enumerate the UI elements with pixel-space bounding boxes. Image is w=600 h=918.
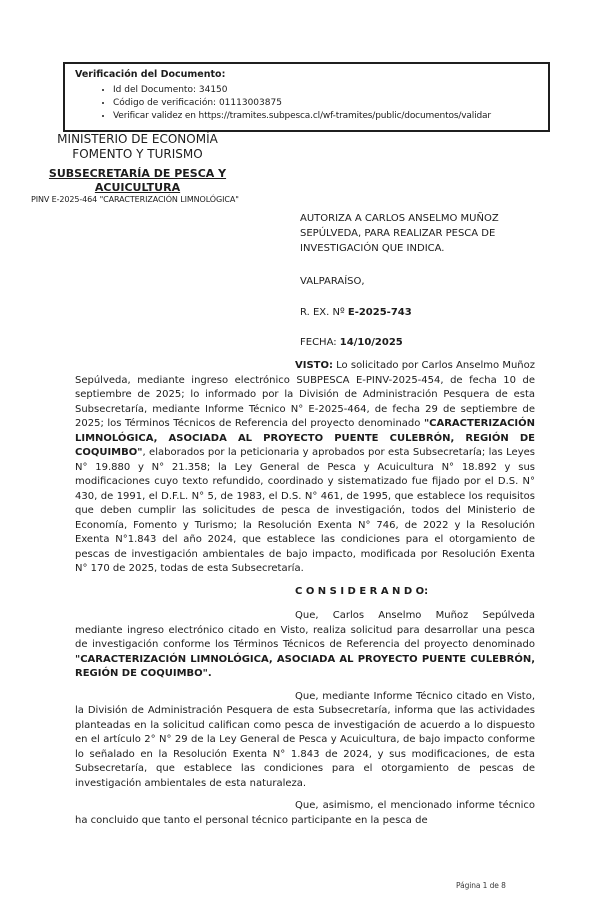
resolution-date-value: 14/10/2025 (339, 337, 403, 348)
resolution-date-label: FECHA: (300, 337, 340, 348)
ministry-line-2: FOMENTO Y TURISMO (72, 147, 203, 161)
verification-list (75, 84, 542, 123)
resolution-date (300, 337, 403, 348)
verification-title: Verificación del Documento: (75, 69, 226, 80)
subsecretaria-title: SUBSECRETARÍA DE PESCA Y ACUICULTURA (48, 167, 227, 194)
verification-item-url: • Verificar validez en https://tramites.subpesca.cl/wf-tramites/public/documentos/validar (113, 110, 542, 123)
considerando-heading: C O N S I D E R A N D O: (295, 585, 429, 597)
resolution-number-label: R. EX. Nº (300, 307, 348, 318)
document-body (75, 359, 535, 836)
resolution-number-value: E-2025-743 (347, 307, 412, 318)
ministry-line-1: MINISTERIO DE ECONOMÍA (57, 132, 218, 146)
ministry-header (30, 132, 245, 162)
city-line: VALPARAÍSO, (300, 276, 365, 287)
considerando-paragraph-3: Que, asimismo, el mencionado informe técnico ha concluido que tanto el personal técnico participante en la pesca de (75, 800, 535, 826)
considerando-paragraph-2: Que, mediante Informe Técnico citado en Visto, la División de Administración Pesquera de esta Subsecretaría, informa que las actividades planteadas en la solicitud califican como pesca de investigación de acuerdo a lo dispuesto en el artículo 2° N° 29 de la Ley General de Pesca y Acuicultura, de bajo impacto conforme lo señalado en la Resolución Exenta N° 1.843 de 2024, y sus modificaciones, de esta Subsecretaría, que establece las condiciones para el otorgamiento de pescas de investigación ambientales de esta naturaleza. (75, 690, 535, 789)
verification-item-document-id: • Id del Documento: 34150 (113, 84, 542, 97)
verification-item-code: • Código de verificación: 01113003875 (113, 97, 542, 110)
verification-box (63, 62, 550, 132)
resolution-number (300, 307, 412, 318)
resolution-subject: AUTORIZA A CARLOS ANSELMO MUÑOZ SEPÚLVEDA, PARA REALIZAR PESCA DE INVESTIGACIÓN QUE INDICA. (300, 213, 499, 254)
page-number: Página 1 de 8 (456, 881, 506, 890)
considerando-paragraph-1: Que, Carlos Anselmo Muñoz Sepúlveda mediante ingreso electrónico citado en Visto, realiza solicitud para desarrollar una pesca de investigación conforme los Términos Técnicos de Referencia del proyecto denominado "CARACTERIZACIÓN LIMNOLÓGICA, ASOCIADA AL PROYECTO PUENTE CULEBRÓN, REGIÓN DE COQUIMBO". (75, 610, 535, 679)
visto-paragraph: VISTO: Lo solicitado por Carlos Anselmo Muñoz Sepúlveda, mediante ingreso electrónico SUBPESCA E-PINV-2025-454, de fecha 10 de septiembre de 2025; lo informado por la División de Administración Pesquera de esta Subsecretaría, mediante Informe Técnico N° E-2025-464, de fecha 29 de septiembre de 2025; los Términos Técnicos de Referencia del proyecto denominado "CARACTERIZACIÓN LIMNOLÓGICA, ASOCIADA AL PROYECTO PUENTE CULEBRÓN, REGIÓN DE COQUIMBO", elaborados por la peticionaria y aprobados por esta Subsecretaría; las Leyes N° 19.880 y N° 21.358; la Ley General de Pesca y Acuicultura N° 18.892 y sus modificaciones cuyo texto refundido, coordinado y sistematizado fue fijado por el D.S. N° 430, de 1991, el D.F.L. N° 5, de 1983, el D.S. N° 461, de 1995, que establece los requisitos que deben cumplir las solicitudes de pesca de investigación, todos del Ministerio de Economía, Fomento y Turismo; la Resolución Exenta N° 746, de 2022 y la Resolución Exenta N°1.843 del año 2024, que establece las condiciones para el otorgamiento de pescas de investigación ambientales de bajo impacto, modificada por Resolución Exenta N° 170 de 2025, todas de esta Subsecretaría. (75, 360, 536, 574)
file-reference: PINV E-2025-464 "CARACTERIZACIÓN LIMNOLÓGICA" (31, 195, 239, 204)
